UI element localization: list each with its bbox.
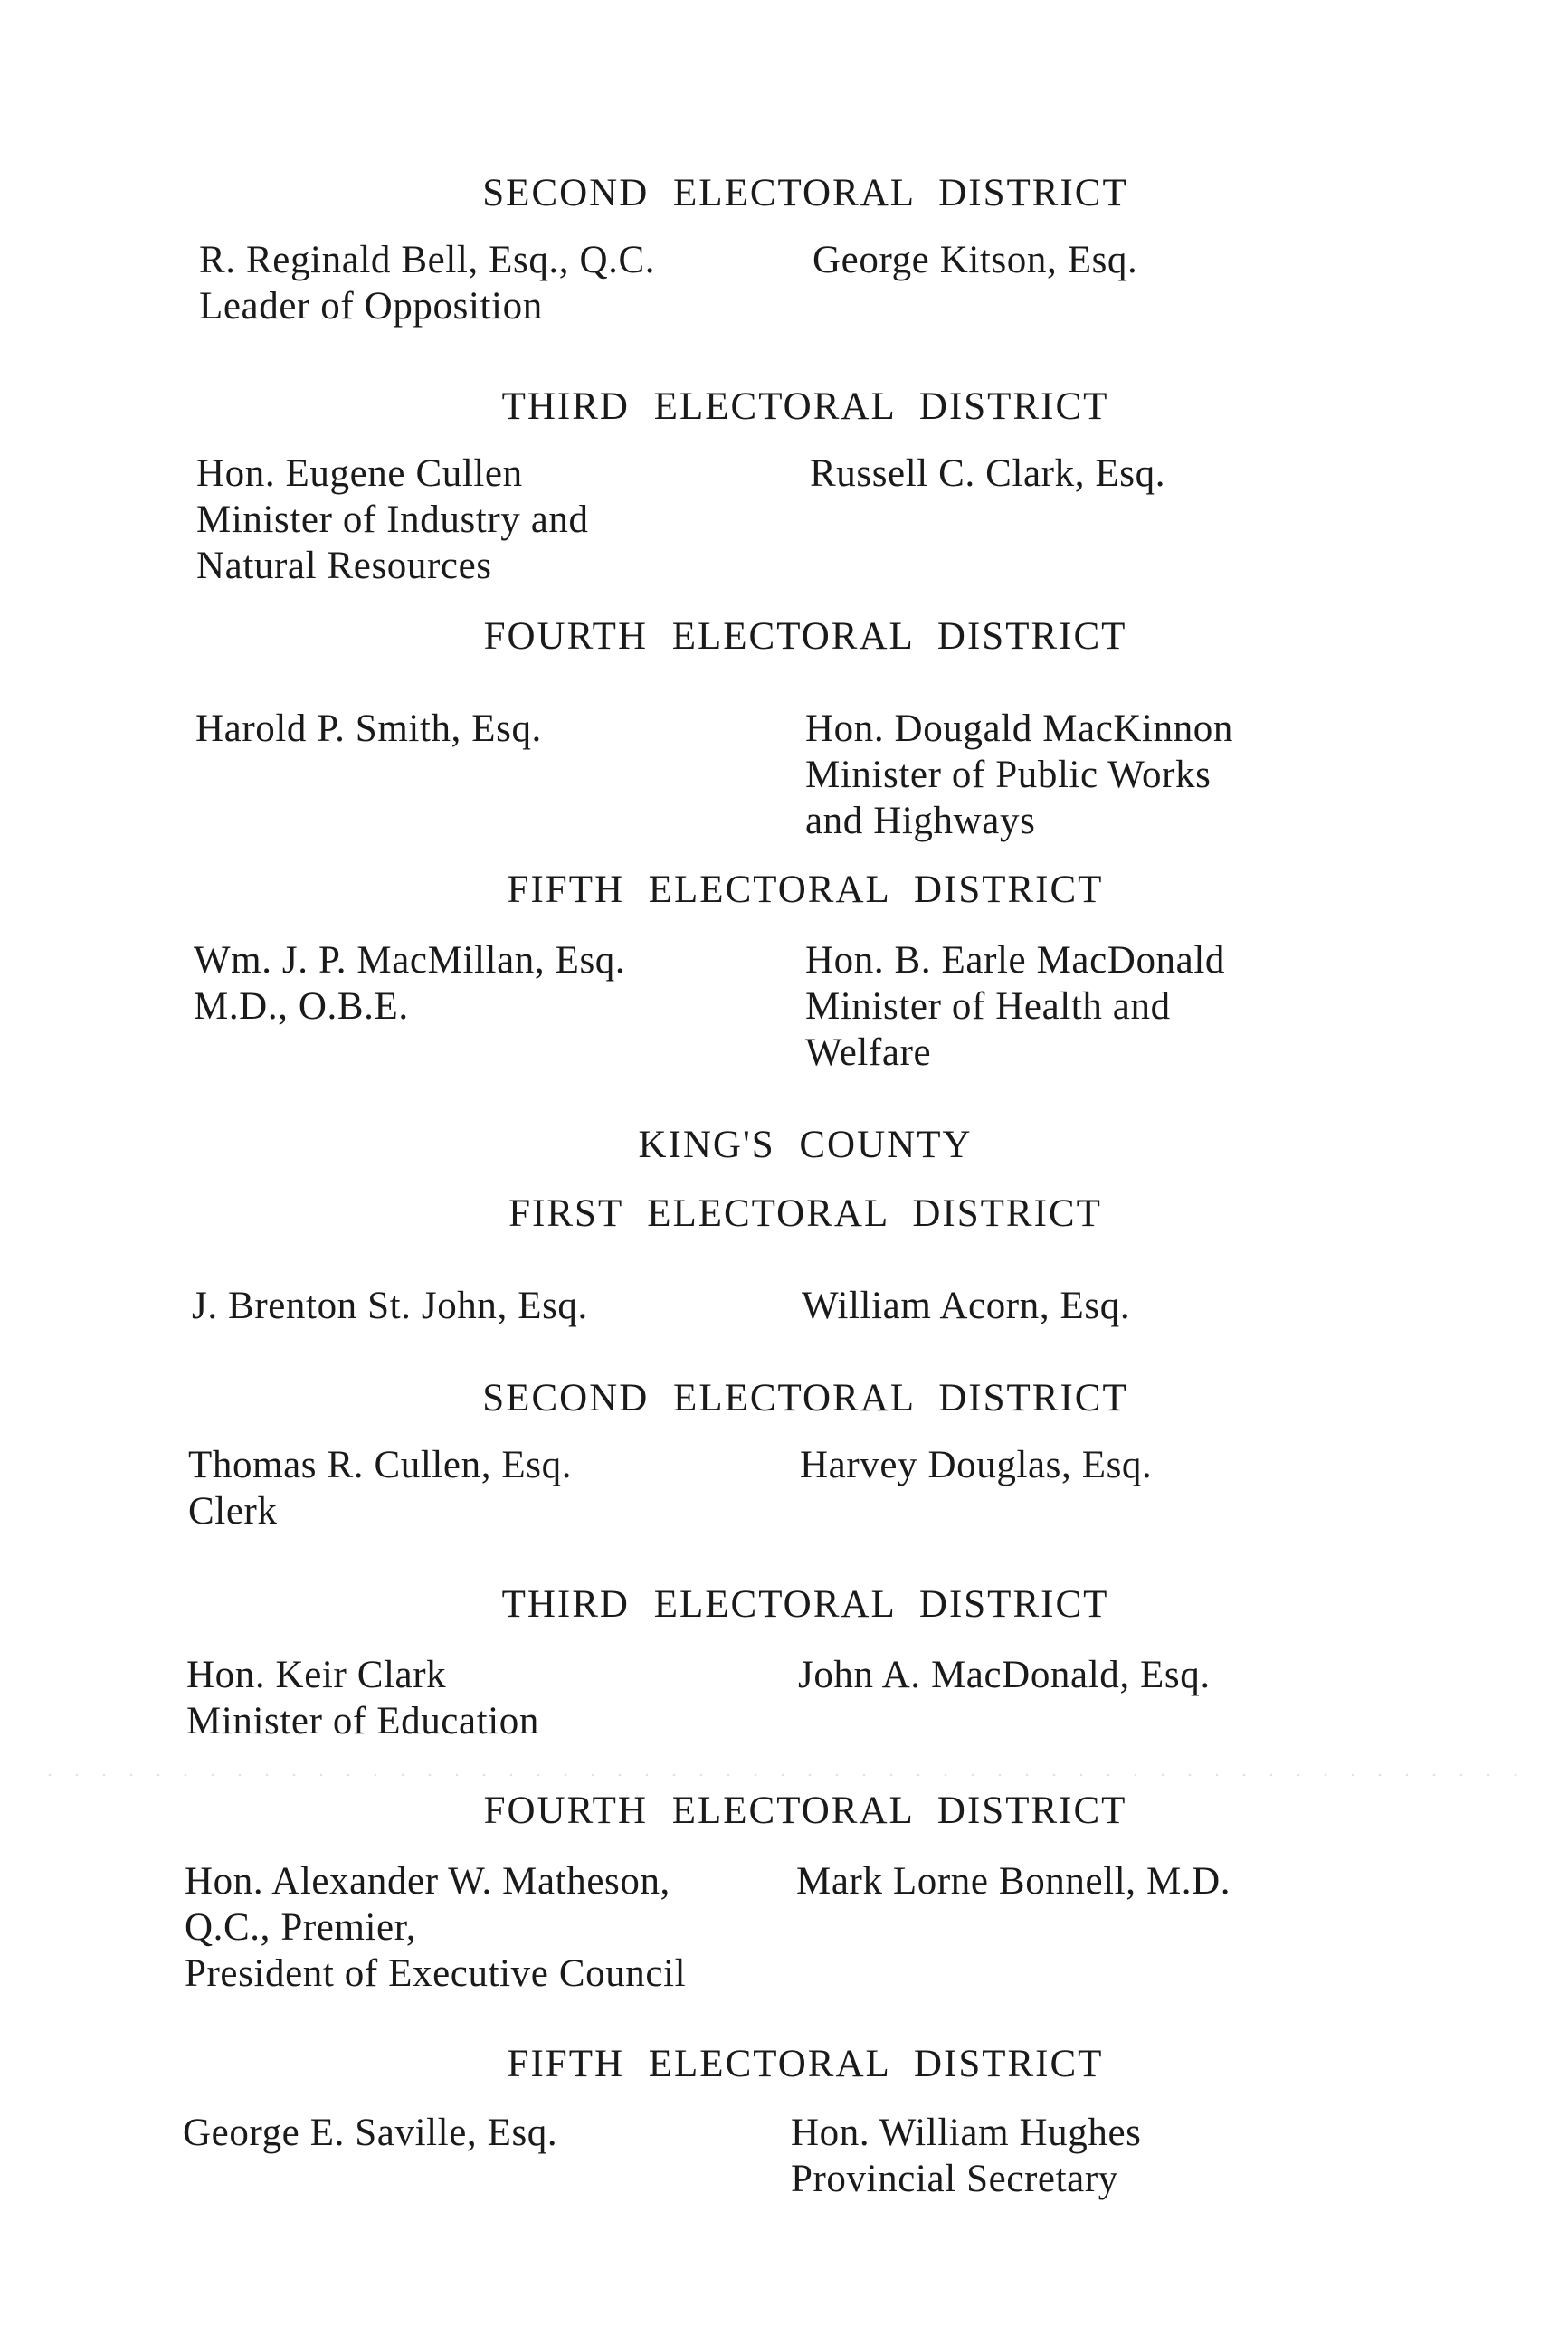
member-right	[805, 937, 1225, 1076]
member-name: William Acorn, Esq.	[802, 1285, 1131, 1327]
member-name: Hon. Alexander W. Matheson,	[185, 1860, 670, 1903]
member-right	[791, 2110, 1141, 2202]
member-left	[195, 706, 542, 752]
district-heading: FIFTH ELECTORAL DISTRICT	[507, 869, 1104, 911]
member-name: John A. MacDonald, Esq.	[798, 1654, 1211, 1696]
member-name: Hon. B. Earle MacDonald	[805, 939, 1225, 982]
member-left	[194, 937, 625, 1030]
member-title: and Highways	[805, 800, 1036, 842]
member-right	[805, 706, 1233, 844]
member-left	[199, 237, 655, 329]
member-title: Minister of Public Works	[805, 754, 1212, 796]
district-heading: FOURTH ELECTORAL DISTRICT	[483, 1790, 1127, 1832]
member-right	[800, 1442, 1152, 1488]
member-name: Hon. Eugene Cullen	[196, 452, 523, 495]
member-name: Thomas R. Cullen, Esq.	[188, 1444, 573, 1486]
member-left	[188, 1442, 572, 1534]
member-title: Provincial Secretary	[791, 2158, 1118, 2200]
member-name: R. Reginald Bell, Esq., Q.C.	[199, 239, 656, 281]
member-name: Hon. William Hughes	[791, 2112, 1142, 2154]
member-right	[802, 1283, 1130, 1329]
member-name: Russell C. Clark, Esq.	[810, 452, 1166, 495]
member-left	[196, 451, 589, 589]
member-right	[798, 1652, 1211, 1698]
member-title: Q.C., Premier,	[185, 1906, 417, 1949]
member-name: Hon. Keir Clark	[186, 1654, 447, 1696]
member-left	[186, 1652, 539, 1744]
member-right	[813, 237, 1137, 283]
district-heading: FIRST ELECTORAL DISTRICT	[508, 1192, 1102, 1235]
member-right	[796, 1858, 1231, 1904]
member-right	[810, 451, 1165, 497]
member-name: Harvey Douglas, Esq.	[800, 1444, 1153, 1486]
member-name: Harold P. Smith, Esq.	[195, 707, 542, 750]
member-title: Natural Resources	[196, 545, 492, 587]
member-name: Mark Lorne Bonnell, M.D.	[796, 1860, 1231, 1903]
district-heading: FOURTH ELECTORAL DISTRICT	[483, 615, 1127, 658]
member-name: George E. Saville, Esq.	[183, 2112, 558, 2154]
member-name: Hon. Dougald MacKinnon	[805, 707, 1233, 750]
scan-artifact-dotted-line	[36, 1773, 1529, 1777]
member-title: President of Executive Council	[185, 1952, 687, 1995]
member-left	[192, 1283, 588, 1329]
member-name: J. Brenton St. John, Esq.	[192, 1285, 588, 1327]
member-left	[183, 2110, 557, 2156]
county-heading: KING'S COUNTY	[638, 1124, 973, 1166]
district-heading: THIRD ELECTORAL DISTRICT	[501, 1583, 1109, 1626]
member-title: Minister of Education	[186, 1700, 539, 1742]
member-title: M.D., O.B.E.	[194, 985, 409, 1028]
member-title: Clerk	[188, 1490, 278, 1533]
district-heading: SECOND ELECTORAL DISTRICT	[482, 1377, 1128, 1419]
member-name: Wm. J. P. MacMillan, Esq.	[194, 939, 626, 982]
member-name: George Kitson, Esq.	[813, 239, 1138, 281]
district-heading: SECOND ELECTORAL DISTRICT	[482, 172, 1128, 214]
district-heading: THIRD ELECTORAL DISTRICT	[501, 385, 1109, 428]
district-heading: FIFTH ELECTORAL DISTRICT	[507, 2043, 1104, 2085]
member-title: Leader of Opposition	[199, 285, 543, 328]
member-title: Welfare	[805, 1031, 932, 1074]
member-title: Minister of Industry and	[196, 498, 589, 541]
member-title: Minister of Health and	[805, 985, 1171, 1028]
member-left	[185, 1858, 686, 1997]
